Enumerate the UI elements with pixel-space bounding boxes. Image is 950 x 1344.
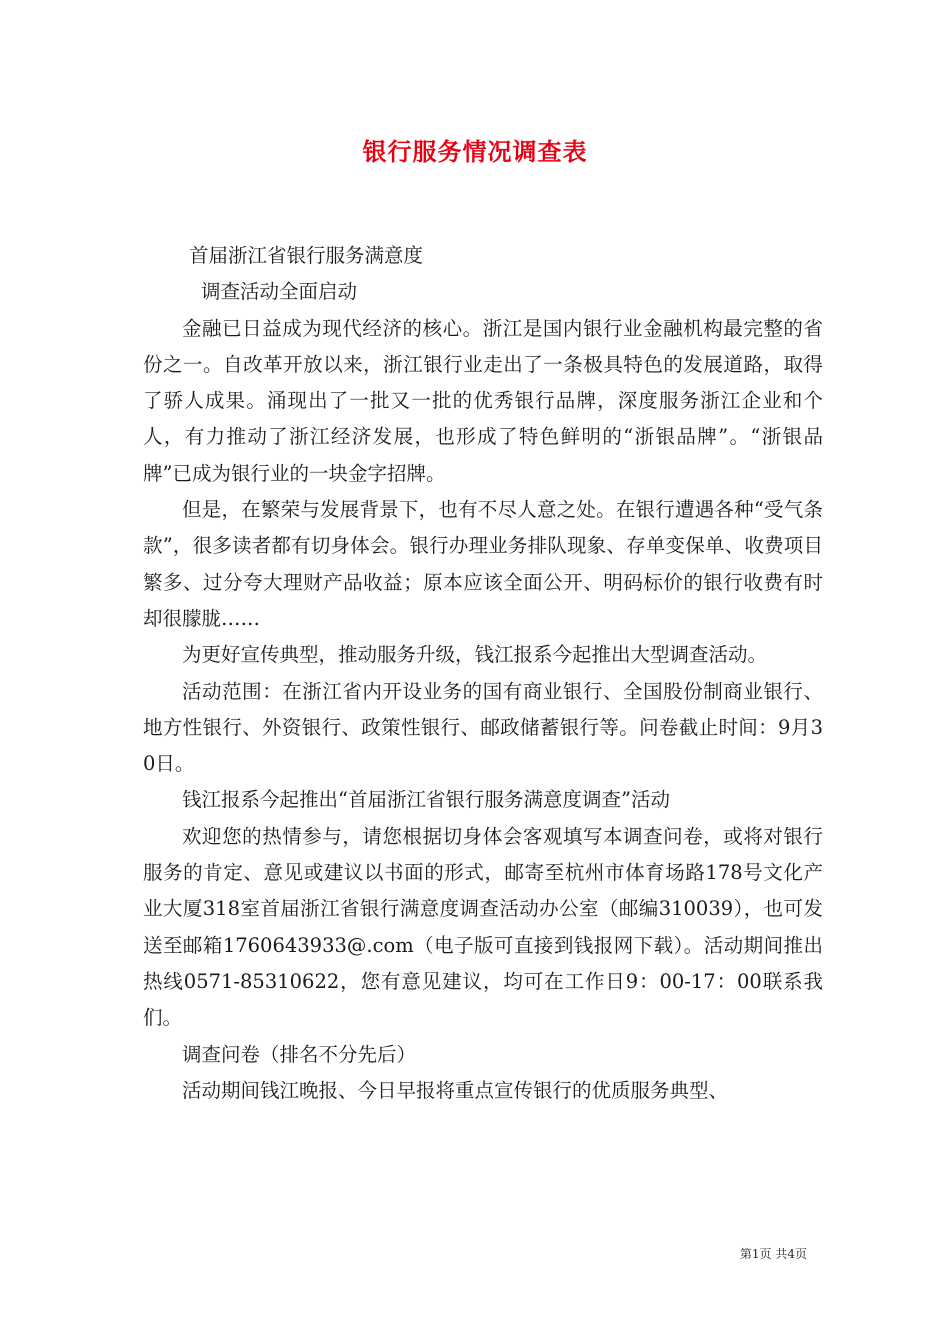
document-body	[143, 238, 823, 1109]
paragraph-scope: 活动范围：在浙江省内开设业务的国有商业银行、全国股份制商业银行、地方性银行、外资银行、政策性银行、邮政储蓄银行等。问卷截止时间：9月30日。	[143, 679, 823, 776]
paragraph-purpose: 为更好宣传典型，推动服务升级，钱江报系今起推出大型调查活动。	[182, 643, 768, 667]
paragraph-promotion: 活动期间钱江晚报、今日早报将重点宣传银行的优质服务典型、	[182, 1078, 729, 1102]
heading-line-1: 首届浙江省银行服务满意度	[189, 244, 424, 267]
paragraph-problems: 但是，在繁荣与发展背景下，也有不尽人意之处。在银行遭遇各种“受气条款”，很多读者都有切身体会。银行办理业务排队现象、存单变保单、收费项目繁多、过分夸大理财产品收益；原本应该全面公开、明码标价的银行收费有时却很朦胧……	[143, 498, 823, 630]
paragraph-participation: 欢迎您的热情参与，请您根据切身体会客观填写本调查问卷，或将对银行服务的肯定、意见或建议以书面的形式，邮寄至杭州市体育场路178号文化产业大厦318室首届浙江省银行满意度调查活动办公室（邮编310039），也可发送至邮箱1760643933@.com（电子版可直接到钱报网下载）。活动期间推出热线0571-85310622，您有意见建议，均可在工作日9：00-17：00联系我们。	[143, 824, 823, 1030]
paragraph-questionnaire-heading: 调查问卷（排名不分先后）	[182, 1042, 417, 1066]
paragraph-activity-launch: 钱江报系今起推出“首届浙江省银行服务满意度调查”活动	[182, 788, 670, 812]
page-title: 银行服务情况调查表	[362, 137, 588, 166]
page-number: 第1页 共4页	[739, 1247, 807, 1261]
heading-line-2: 调查活动全面启动	[201, 280, 358, 304]
paragraph-intro: 金融已日益成为现代经济的核心。浙江是国内银行业金融机构最完整的省份之一。自改革开放以来，浙江银行业走出了一条极具特色的发展道路，取得了骄人成果。涌现出了一批又一批的优秀银行品牌，深度服务浙江企业和个人，有力推动了浙江经济发展，也形成了特色鲜明的“浙银品牌”。“浙银品牌”已成为银行业的一块金字招牌。	[143, 316, 823, 485]
